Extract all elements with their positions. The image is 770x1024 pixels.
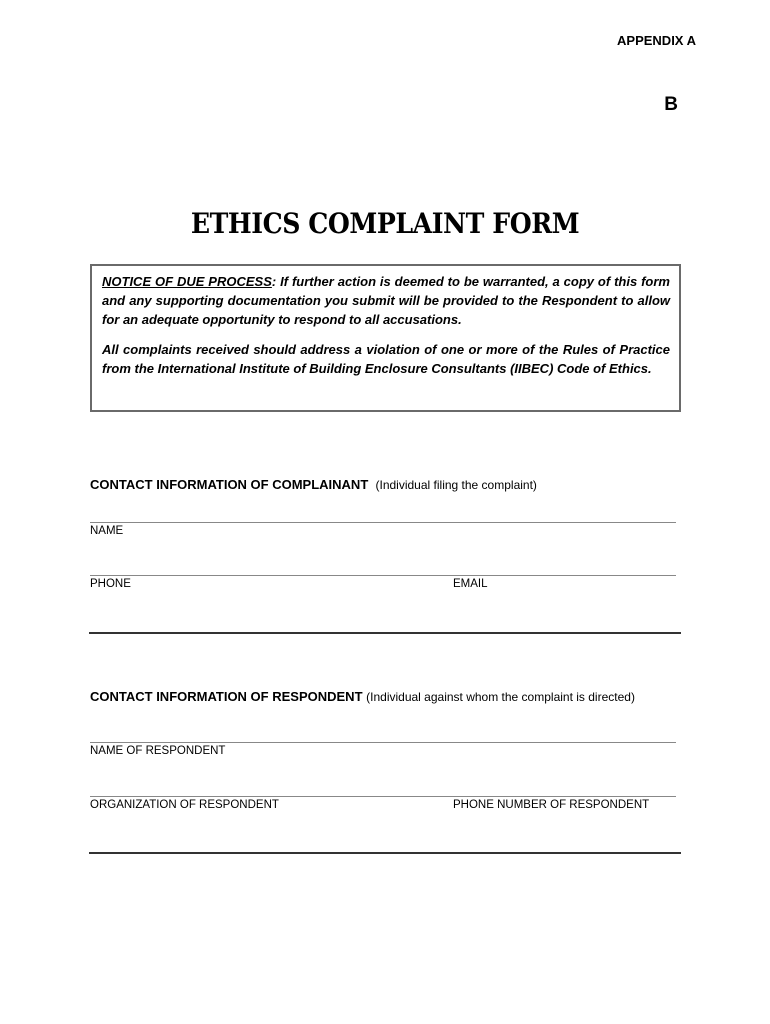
notice-text-2: All complaints received should address a violation of one or more of the Rules of Practice from the International Institute of Building Enclosure Consultants (IIBEC) Code of Ethics. [102, 342, 670, 376]
respondent-heading: CONTACT INFORMATION OF RESPONDENT [90, 689, 363, 704]
respondent-phone-label: PHONE NUMBER OF RESPONDENT [453, 799, 650, 811]
complainant-name-label: NAME [90, 525, 124, 537]
form-title: ETHICS COMPLAINT FORM [190, 207, 580, 240]
notice-heading: NOTICE OF DUE PROCESS [102, 274, 272, 289]
respondent-org-phone-field[interactable] [90, 796, 676, 797]
respondent-name-field[interactable] [90, 742, 676, 743]
complainant-heading: CONTACT INFORMATION OF COMPLAINANT [90, 477, 369, 492]
appendix-label: APPENDIX A [617, 33, 696, 48]
section-divider [89, 852, 681, 854]
section-divider [89, 632, 681, 634]
respondent-subheading: (Individual against whom the complaint is directed) [366, 690, 635, 704]
notice-box [90, 264, 681, 412]
complainant-subheading: (Individual filing the complaint) [375, 478, 537, 492]
notice-paragraph-1 [102, 272, 670, 329]
complainant-phone-email-field[interactable] [90, 575, 676, 576]
respondent-org-label: ORGANIZATION OF RESPONDENT [90, 799, 279, 811]
complainant-phone-label: PHONE [90, 578, 131, 590]
respondent-name-label: NAME OF RESPONDENT [90, 745, 226, 757]
appendix-letter: B [664, 94, 678, 115]
notice-text-1: : If further action is deemed to be warranted, a copy of this form and any supporting documentation you submit will be provided to the Respondent to allow for an adequate opportunity to respond to all accusations. [102, 274, 670, 327]
respondent-section-heading [90, 689, 635, 704]
complainant-email-label: EMAIL [453, 578, 488, 590]
complainant-section-heading [90, 477, 537, 492]
complainant-name-field[interactable] [90, 522, 676, 523]
